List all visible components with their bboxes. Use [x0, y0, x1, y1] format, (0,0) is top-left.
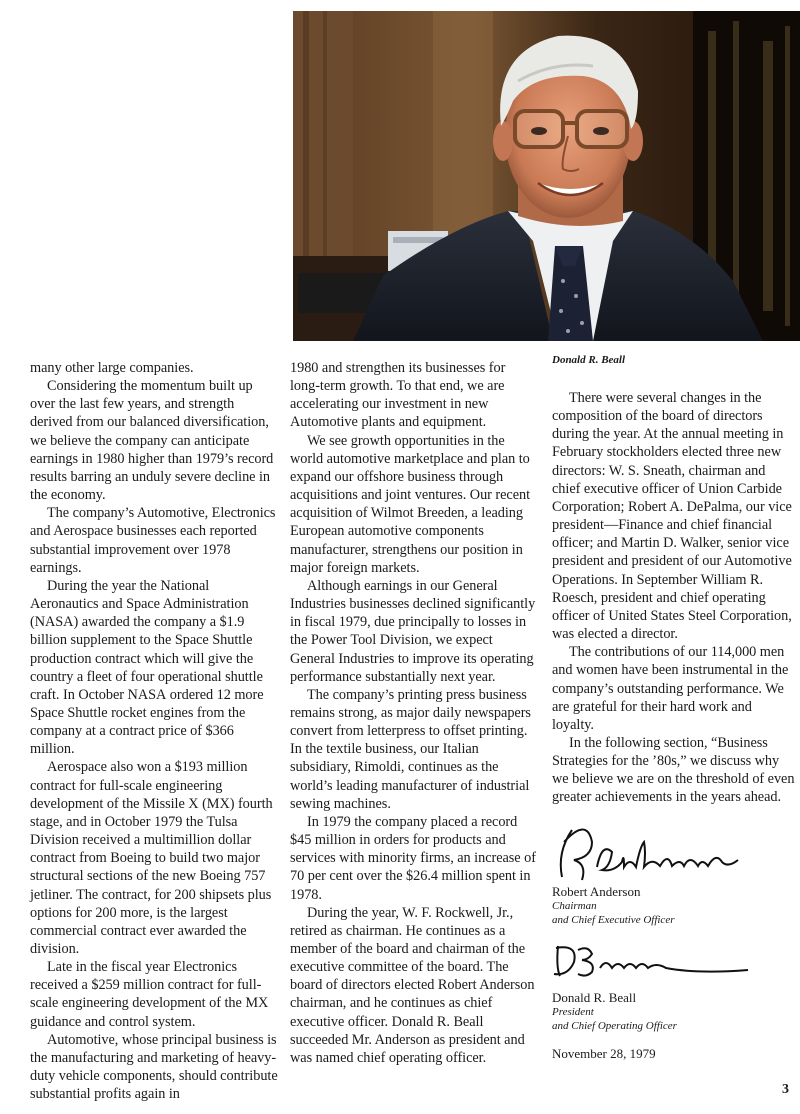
- signatory-anderson: [552, 884, 674, 927]
- paragraph: In the following section, “Business Strategies for the ’80s,” we discuss why we believe we are on the threshold of even greater achievements in the years ahead.: [552, 734, 795, 806]
- text-column-1: [30, 359, 278, 1103]
- signatory-title: President: [552, 1006, 594, 1018]
- acronym: NASA: [127, 686, 167, 703]
- paragraph: Aerospace also won a $193 million contract for full-scale engineering development of the Missile X (MX) fourth stage, and in October 1979 the Tulsa Division received a multimillion dollar contract from Boeing to build two major structural sections of the new Boeing 757 jetliner. The contract, for 200 shipsets plus options for 200 more, is the largest commercial contract ever awarded the division.: [30, 759, 273, 957]
- letter-date: November 28, 1979: [552, 1046, 656, 1061]
- paragraph: During the year the National Aeronautics and Space Administration (NASA) awarded the company a $1.9 billion supplement to the Space Shuttle production contract which will give the country a fleet of four operational shuttle craft. In October NASA ordered 12 more Space Shuttle rocket engines from the company at a contract price of $366 million.: [30, 577, 264, 758]
- anderson-signature: [552, 822, 752, 884]
- portrait-photo: [293, 11, 800, 341]
- beall-signature: [548, 940, 758, 982]
- paragraph: In 1979 the company placed a record $45 million in orders for products and services with minority firms, an increase of 70 per cent over the $26.4 million spent in 1978.: [290, 813, 536, 903]
- paragraph: many other large companies.: [30, 360, 194, 376]
- paragraph: There were several changes in the composition of the board of directors during the year. At the annual meeting in February stockholders elected three new directors: W. S. Sneath, chairman and chief executive officer of Union Carbide Corporation; Robert A. DePalma, our vice president—Finance and chief financial officer; and Martin D. Walker, senior vice president and president of our Automotive Operations. In September William R. Roesch, president and chief operating officer of United States Steel Corporation, was elected a director.: [552, 390, 792, 643]
- paragraph: The company’s printing press business remains strong, as major daily newspapers convert from letterpress to offset printing. In the textile business, our Italian subsidiary, Rimoldi, continues as the world’s leading manufacturer of industrial sewing machines.: [290, 686, 531, 812]
- text-column-3: [552, 389, 797, 807]
- acronym: NASA: [34, 614, 74, 631]
- page-number: 3: [782, 1082, 789, 1097]
- signatory-beall: [552, 990, 677, 1033]
- paragraph: Considering the momentum built up over the last few years, and strength derived from our balanced diversification, we believe the company can anticipate earnings in 1980 higher than 1979’s record results barring an unduly severe decline in the economy.: [30, 378, 274, 504]
- paragraph: Although earnings in our General Industries businesses declined significantly in fiscal 1979, due principally to losses in the Power Tool Division, we expect General Industries to improve its operating performance substantially next year.: [290, 577, 536, 685]
- paragraph: During the year, W. F. Rockwell, Jr., retired as chairman. He continues as a member of the board and chairman of the executive committee of the board. The board of directors elected Robert Anderson chairman, and he continues as chief executive officer. Donald R. Beall succeeded Mr. Anderson as president and was named chief operating officer.: [290, 904, 535, 1066]
- signatory-title: and Chief Operating Officer: [552, 1020, 677, 1032]
- acronym: MX: [245, 995, 269, 1012]
- paragraph: Late in the fiscal year Electronics received a $259 million contract for full-scale engineering development of the MX guidance and control system.: [30, 959, 269, 1030]
- acronym: MX: [206, 795, 230, 812]
- text-column-2: [290, 359, 538, 1067]
- paragraph: The company’s Automotive, Electronics and Aerospace businesses each reported substantial improvement over 1978 earnings.: [30, 505, 276, 576]
- signatory-name: Robert Anderson: [552, 884, 641, 899]
- paragraph: Automotive, whose principal business is the manufacturing and marketing of heavy-duty vehicle components, should contribute substantial profits again in: [30, 1031, 278, 1103]
- signatory-title: Chairman: [552, 900, 597, 912]
- paragraph: We see growth opportunities in the world automotive marketplace and plan to expand our offshore business through acquisitions and joint ventures. Our recent acquisition of Wilmot Breeden, a leading European automotive components manufacturer, strengthens our position in major foreign markets.: [290, 432, 531, 576]
- paragraph: The contributions of our 114,000 men and women have been instrumental in the company’s outstanding performance. We are grateful for their hard work and loyalty.: [552, 644, 789, 733]
- signatory-name: Donald R. Beall: [552, 990, 637, 1005]
- photo-caption: Donald R. Beall: [552, 354, 626, 366]
- signatory-title: and Chief Executive Officer: [552, 914, 675, 926]
- paragraph: 1980 and strengthen its businesses for long-term growth. To that end, we are accelerating our investment in new Automotive plants and equipment.: [290, 360, 506, 431]
